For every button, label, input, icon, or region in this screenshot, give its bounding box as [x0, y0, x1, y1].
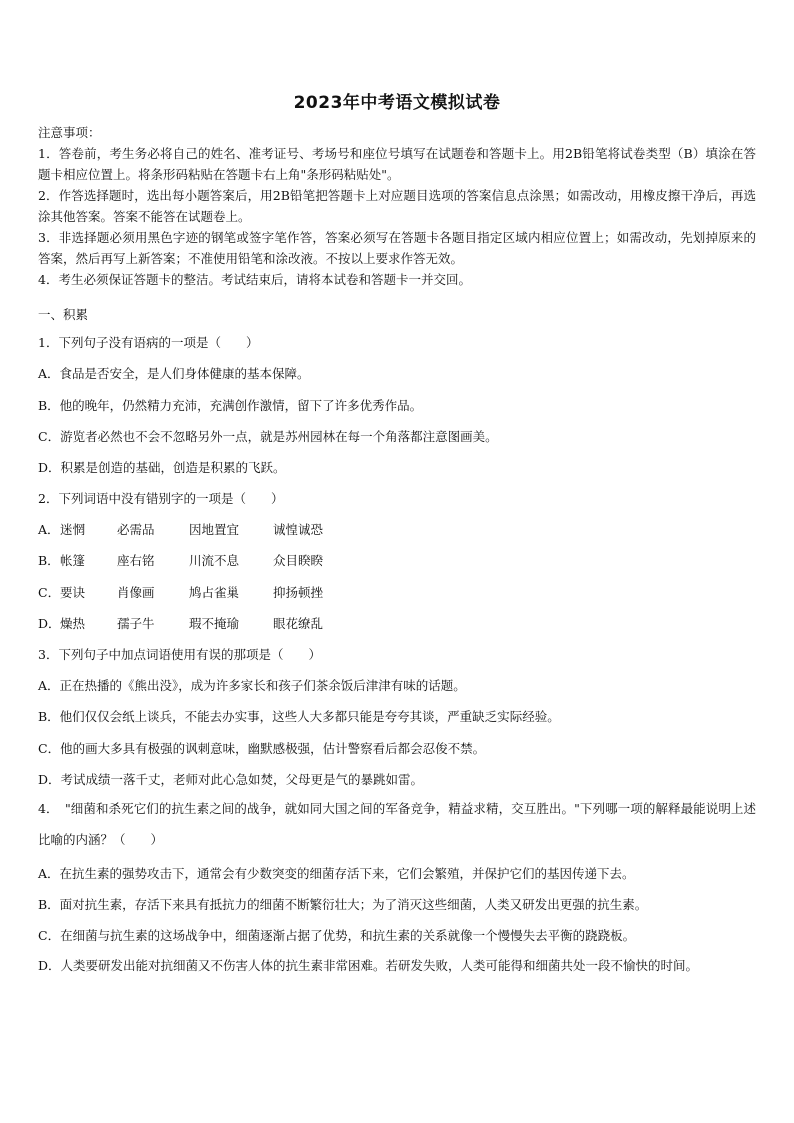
- notice-heading: 注意事项：: [38, 125, 101, 140]
- question-2-option-d: [38, 614, 363, 632]
- option-word: 众目睽睽: [273, 553, 324, 568]
- option-letter: A．: [38, 522, 60, 537]
- option-word: 孺子牛: [117, 616, 155, 631]
- notice-block: [38, 122, 756, 290]
- question-1-stem: 1．下列句子没有语病的一项是（ ）: [38, 335, 259, 350]
- question-1-option-d: D．积累是创造的基础，创造是积累的飞跃。: [38, 460, 286, 475]
- option-letter: D．: [38, 616, 61, 631]
- option-word: 眼花缭乱: [273, 616, 324, 631]
- question-2-stem: 2．下列词语中没有错别字的一项是（ ）: [38, 491, 284, 506]
- question-1-option-b: B．他的晚年，仍然精力充沛，充满创作激情，留下了许多优秀作品。: [38, 398, 423, 413]
- question-3-option-c: C．他的画大多具有极强的讽刺意味，幽默感极强，估计警察看后都会忍俊不禁。: [38, 741, 486, 756]
- notice-item: 3．非选择题必须用黑色字迹的钢笔或签字笔作答，答案必须写在答题卡各题目指定区域内相应位置上；如需改动，先划掉原来的答案，然后再写上新答案；不准使用铅笔和涂改液。不按以上要求作答无效。: [38, 230, 756, 266]
- option-letter: C．: [38, 585, 61, 600]
- option-word: 必需品: [117, 522, 155, 537]
- question-3-option-d: D．考试成绩一落千丈，老师对此心急如焚，父母更是气的暴跳如雷。: [38, 772, 424, 787]
- exam-page: [38, 0, 756, 1123]
- question-2-option-b: [38, 551, 363, 569]
- question-4-option-c: C．在细菌与抗生素的这场战争中，细菌逐渐占据了优势，和抗生素的关系就像一个慢慢失去平衡的跷跷板。: [38, 928, 636, 943]
- question-1-option-c: C．游览者必然也不会不忽略另外一点，就是苏州园林在每一个角落都注意图画美。: [38, 429, 498, 444]
- option-word: 鸠占雀巢: [189, 585, 240, 600]
- option-word: 因地置宜: [189, 522, 240, 537]
- question-3-stem: 3．下列句子中加点词语使用有误的那项是（ ）: [38, 647, 321, 662]
- question-3-option-a: A．正在热播的《熊出没》，成为许多家长和孩子们茶余饭后津津有味的话题。: [38, 678, 466, 693]
- option-word: 帐篷: [60, 553, 86, 568]
- question-4-stem: 4． "细菌和杀死它们的抗生素之间的战争，就如同大国之间的军备竞争，精益求精，交互胜出。"下列哪一项的解释最能说明上述比喻的内涵？（ ）: [38, 801, 756, 847]
- notice-item: 2．作答选择题时，选出每小题答案后，用2B铅笔把答题卡上对应题目选项的答案信息点涂黑；如需改动，用橡皮擦干净后，再选涂其他答案。答案不能答在试题卷上。: [38, 188, 756, 224]
- option-word: 川流不息: [189, 553, 240, 568]
- page-title: 2023年中考语文模拟试卷: [293, 93, 501, 113]
- option-word: 瑕不掩瑜: [189, 616, 240, 631]
- notice-item: 4．考生必须保证答题卡的整洁。考试结束后，请将本试卷和答题卡一并交回。: [38, 272, 471, 287]
- question-4-option-b: B．面对抗生素，存活下来具有抵抗力的细菌不断繁衍壮大；为了消灭这些细菌，人类又研发出更强的抗生素。: [38, 897, 648, 912]
- option-word: 肖像画: [117, 585, 155, 600]
- option-word: 诚惶诚恐: [273, 522, 324, 537]
- option-word: 抑扬顿挫: [273, 585, 324, 600]
- option-word: 迷惘: [60, 522, 86, 537]
- question-2-option-c: [38, 583, 363, 601]
- question-3-option-b: B．他们仅仅会纸上谈兵，不能去办实事，这些人大多都只能是夸夸其谈，严重缺乏实际经验。: [38, 709, 560, 724]
- option-word: 座右铭: [117, 553, 155, 568]
- notice-item: 1．答卷前，考生务必将自己的姓名、准考证号、考场号和座位号填写在试题卷和答题卡上。用2B铅笔将试卷类型（B）填涂在答题卡相应位置上。将条形码粘贴在答题卡右上角"条形码粘贴处"。: [38, 146, 756, 182]
- question-4-option-a: A．在抗生素的强势攻击下，通常会有少数突变的细菌存活下来，它们会繁殖，并保护它们的基因传递下去。: [38, 866, 635, 881]
- option-word: 燥热: [60, 616, 86, 631]
- option-word: 要诀: [60, 585, 86, 600]
- section-heading: 一、积累: [38, 307, 89, 322]
- question-1-option-a: A．食品是否安全，是人们身体健康的基本保障。: [38, 366, 310, 381]
- question-2-option-a: [38, 520, 363, 538]
- question-4-option-d: D．人类要研发出能对抗细菌又不伤害人体的抗生素非常困难。若研发失败，人类可能得和细菌共处一段不愉快的时间。: [38, 958, 699, 973]
- option-letter: B．: [38, 553, 60, 568]
